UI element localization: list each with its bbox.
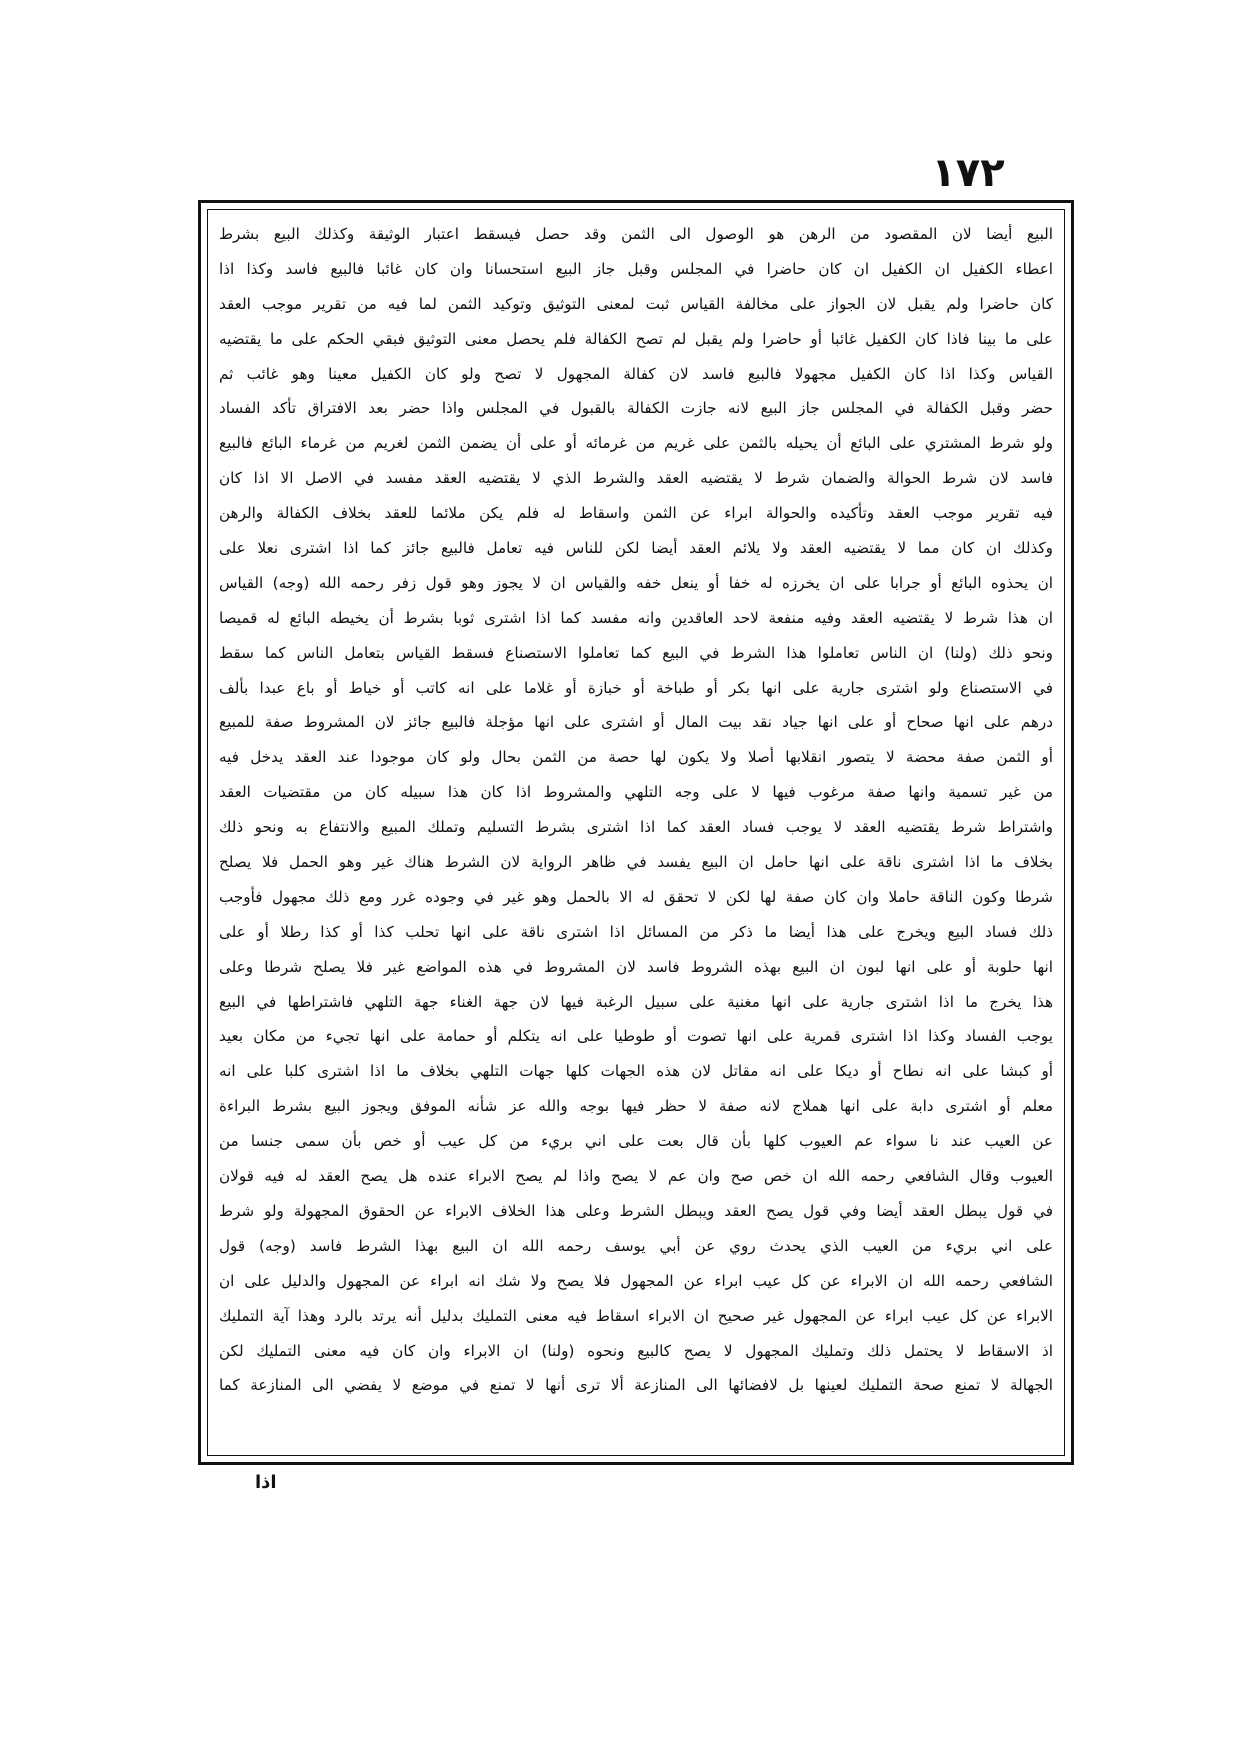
text-line: انها حلوبة أو على انها لبون ان البيع بهذه الشروط فاسد لان المشروط في هذه المواضع غير فلا يصلح شرطا وعلى xyxy=(219,957,1053,976)
text-line: الابراء عن كل عيب ابراء عن المجهول غير صحيح ان الابراء اسقاط فيه معنى التمليك بدليل أنه يرتد بالرد وهذا آية التمليك xyxy=(219,1306,1053,1325)
text-line: هذا يخرج ما اذا اشترى جارية على انها مغنية على سبيل الرغبة فيها لان جهة الغناء جهة التلهي فاشتراطها في البيع xyxy=(219,992,1053,1011)
text-line: اذ الاسقاط لا يحتمل ذلك وتمليك المجهول لا يصح كالبيع ونحوه (ولنا) ان الابراء وان كان فيه معنى التمليك لكن xyxy=(219,1341,1053,1360)
text-line: ذلك فساد البيع ويخرج على هذا أيضا ما ذكر من المسائل اذا اشترى ناقة على انها تحلب كذا أو كذا رطلا أو على xyxy=(219,922,1053,941)
text-line: أو كبشا على انه نطاح أو ديكا على انه مقاتل لان هذه الجهات كلها جهات التلهي بخلاف ما اذا اشترى كلبا على انه xyxy=(219,1062,1053,1081)
text-line: وكذلك ان كان مما لا يقتضيه العقد ولا يلائم العقد أيضا لكن للناس فيه تعامل فالبيع جائز كما اذا اشترى نعلا على xyxy=(219,539,1053,558)
text-line: يوجب الفساد وكذا اذا اشترى قمرية على انها تصوت أو طوطيا على انه يتكلم أو حمامة على انها تجيء من مكان بعيد xyxy=(219,1027,1053,1046)
text-line: فاسد لان شرط الحوالة والضمان شرط لا يقتضيه العقد والشرط الذي لا يقتضيه العقد مفسد في الاصل الا اذا كان xyxy=(219,469,1053,488)
text-line: ولو شرط المشتري على البائع أن يحيله بالثمن على غريم من غرمائه أو على أن يضمن الثمن لغريم من غرماء البائع فالبيع xyxy=(219,434,1053,453)
text-line: من غير تسمية وانها صفة مرغوب فيها لا على وجه التلهي والمشروط اذا كان هذا سبيله كان من مقتضيات العقد xyxy=(219,783,1053,802)
text-line: البيع أيضا لان المقصود من الرهن هو الوصول الى الثمن وقد حصل فيسقط اعتبار الوثيقة وكذلك البيع بشرط xyxy=(219,225,1053,243)
text-line: الشافعي رحمه الله ان الابراء عن كل عيب ابراء عن المجهول فلا يصح ولا شك انه ابراء عن المجهول والدليل على ان xyxy=(219,1271,1053,1290)
text-line: على ما بينا فاذا كان الكفيل غائبا أو حاضرا ولم يقبل لم تصح الكفالة فلم يحصل معنى التوثيق فبقي الحكم على ما يقتضيه xyxy=(219,329,1053,348)
page-frame xyxy=(198,200,1074,1465)
text-line: واشتراط شرط يقتضيه العقد لا يوجب فساد العقد كما اذا اشترى بشرط التسليم وتملك المبيع والانتفاع به ونحو ذلك xyxy=(219,818,1053,837)
text-line: ان هذا شرط لا يقتضيه العقد وفيه منفعة لاحد العاقدين وانه مفسد كما اذا اشترى ثوبا بشرط أن يخيطه البائع له قميصا xyxy=(219,608,1053,627)
text-line: معلم أو اشترى دابة على انها هملاج لانه صفة لا حظر فيها بوجه والله عز شأنه الموفق ويجوز البيع بشرط البراءة xyxy=(219,1097,1053,1116)
text-line: عن العيب عند نا سواء عم العيوب كلها بأن قال بعت على اني بريء من كل عيب أو خص بأن سمى جنسا من xyxy=(219,1132,1053,1151)
text-line: فيه تقرير موجب العقد وتأكيده والحوالة ابراء عن الثمن واسقاط له فلم يكن ملائما للعقد بخلاف الكفالة والرهن xyxy=(219,504,1053,523)
text-line: العيوب وقال الشافعي رحمه الله ان خص صح وان عم لا يصح واذا لم يصح الابراء عنده هل يصح العقد له فيه قولان xyxy=(219,1167,1053,1186)
text-line: في قول يبطل العقد أيضا وفي قول يصح العقد ويبطل الشرط وعلى هذا الخلاف الابراء عن الحقوق المجهولة ولو شرط xyxy=(219,1201,1053,1220)
text-body xyxy=(219,217,1053,1452)
text-line: الجهالة لا تمنع صحة التمليك لعينها بل لافضائها الى المنازعة ألا ترى أنها لا تمنع في موضع لا يفضي الى المنازعة كما xyxy=(219,1376,1053,1395)
text-line: أو الثمن صفة محضة لا يتصور انقلابها أصلا ولا يكون لها حصة من الثمن بحال ولو كان موجودا عند العقد يدخل فيه xyxy=(219,748,1053,767)
text-line: درهم على انها صحاح أو على انها جياد نقد بيت المال أو اشترى على انها مؤجلة فالبيع جائز لان المشروط صفة للمبيع xyxy=(219,713,1053,732)
text-line: حضر وقبل الكفالة في المجلس جاز البيع لانه جازت الكفالة بالقبول في المجلس واذا حضر بعد الافتراق تأكد الفساد xyxy=(219,399,1053,418)
page-number: ١٧٢ xyxy=(931,150,1005,196)
text-line: في الاستصناع ولو اشترى جارية على انها بكر أو طباخة أو خبازة أو غلاما على انه كاتب أو خياط أو باع عبدا بألف xyxy=(219,678,1053,697)
text-line: شرطا وكون الناقة حاملا وان كان صفة لها لكن لا تحقق له الا بالحمل وهو غير في وجوده غرر ومع ذلك مجهول فأوجب xyxy=(219,887,1053,906)
text-line: ونحو ذلك (ولنا) ان الناس تعاملوا هذا الشرط في البيع كما تعاملوا الاستصناع فسقط القياس بتعامل الناس كما سقط xyxy=(219,643,1053,662)
text-line: بخلاف ما اذا اشترى ناقة على انها حامل ان البيع يفسد في ظاهر الرواية لان الشرط هناك غير وهو الحمل فلا يصلح xyxy=(219,853,1053,872)
text-line: كان حاضرا ولم يقبل لان الجواز على مخالفة القياس ثبت لمعنى التوثيق وتوكيد الثمن لما فيه من تقرير موجب العقد xyxy=(219,294,1053,313)
text-line: اعطاء الكفيل ان الكفيل ان كان حاضرا في المجلس وقبل جاز البيع استحسانا وان كان غائبا فالبيع فاسد وكذا اذا xyxy=(219,259,1053,278)
text-line: ان يحذوه البائع أو جرابا على ان يخرزه له خفا أو ينعل خفه والقياس ان لا يجوز وهو قول زفر رحمه الله (وجه) القياس xyxy=(219,573,1053,592)
text-line: على اني بريء من العيب الذي يحدث روي عن أبي يوسف رحمه الله ان البيع بهذا الشرط فاسد (وجه) قول xyxy=(219,1236,1053,1255)
text-line: القياس وكذا اذا كان الكفيل مجهولا فالبيع فاسد لان كفالة المجهول لا تصح ولو كان الكفيل معينا وهو غائب ثم xyxy=(219,364,1053,383)
catchword: اذا xyxy=(255,1472,277,1493)
